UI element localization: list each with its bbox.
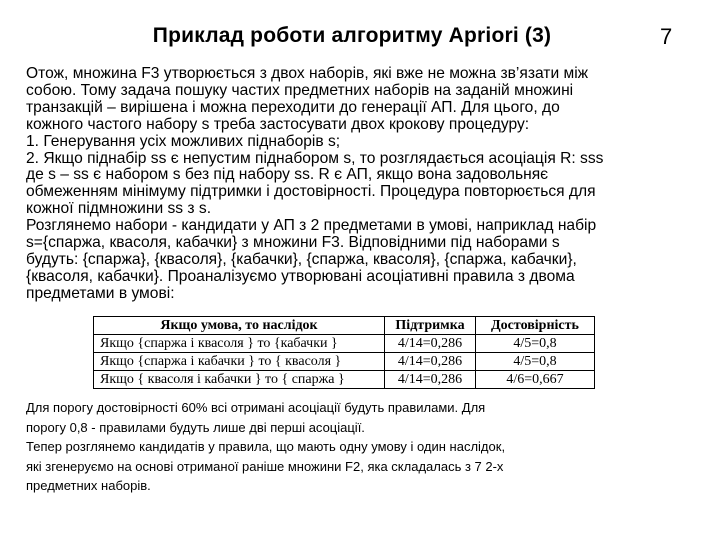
body-line: {квасоля, кабачки}. Проаналізуємо утворювані асоціативні правила з двома	[26, 267, 575, 285]
rules-table	[93, 316, 595, 389]
rule-cell: Якщо { квасоля і кабачки } то { спаржа }	[94, 371, 385, 389]
confidence-cell: 4/6=0,667	[476, 371, 595, 389]
body-line: будуть: {спаржа}, {квасоля}, {кабачки}, {спаржа, квасоля}, {спаржа, кабачки},	[26, 250, 577, 268]
body-line: Розглянемо набори - кандидати у АП з 2 предметами в умові, наприклад набір	[26, 217, 597, 235]
table-header-row	[94, 317, 595, 335]
body-line: обмеженням мінімуму підтримки і достовірності. Процедура повторюється для	[26, 183, 596, 201]
table-row	[94, 353, 595, 371]
body-line: транзакцій – вирішена і можна переходити до генерації АП. Для цього, до	[26, 98, 560, 116]
body-line: 2. Якщо піднабір ss є непустим піднабором s, то розглядається асоціація R: sss	[26, 149, 604, 167]
body-text	[26, 66, 698, 303]
body-line: Отож, множина F3 утворюється з двох наборів, які вже не можна зв’язати між	[26, 65, 589, 82]
footer-text	[26, 398, 698, 496]
table-row	[94, 371, 595, 389]
header-confidence: Достовірність	[476, 317, 595, 335]
body-line: s={спаржа, квасоля, кабачки} з множини F3. Відповідними під наборами s	[26, 234, 560, 252]
body-line: кожної підмножини ss з s.	[26, 200, 212, 218]
body-line: предметами в умові:	[26, 284, 175, 302]
body-line: кожного частого набору s треба застосувати двох крокову процедуру:	[26, 115, 530, 133]
body-line: 1. Генерування усіх можливих піднаборів s;	[26, 132, 341, 150]
support-cell: 4/14=0,286	[385, 335, 476, 353]
confidence-cell: 4/5=0,8	[476, 353, 595, 371]
footer-line: порогу 0,8 - правилами будуть лише дві перші асоціації.	[26, 419, 365, 435]
table-row	[94, 335, 595, 353]
support-cell: 4/14=0,286	[385, 353, 476, 371]
footer-line: Для порогу достовірності 60% всі отримані асоціації будуть правилами. Для	[26, 400, 486, 415]
rule-cell: Якщо {спаржа і кабачки } то { квасоля }	[94, 353, 385, 371]
slide-title-text: Приклад роботи алгоритму Apriori (3)	[152, 24, 552, 47]
footer-line: предметних наборів.	[26, 478, 151, 493]
footer-line: які згенеруємо на основі отриманої раніше множини F2, яка складалась з 7 2-х	[26, 458, 504, 474]
slide-title	[0, 24, 720, 48]
body-line: собою. Тому задача пошуку частих предметних наборів на заданій множині	[26, 81, 574, 99]
page-number: 7	[660, 24, 673, 49]
confidence-cell: 4/5=0,8	[476, 335, 595, 353]
rule-cell: Якщо {спаржа і квасоля } то {кабачки }	[94, 335, 385, 353]
header-support: Підтримка	[385, 317, 476, 335]
footer-line: Тепер розглянемо кандидатів у правила, що мають одну умову і один наслідок,	[26, 439, 506, 454]
body-line: де s – ss є набором s без під набору ss. R є АП, якщо вона задовольняє	[26, 166, 549, 184]
support-cell: 4/14=0,286	[385, 371, 476, 389]
header-rule: Якщо умова, то наслідок	[94, 317, 385, 335]
